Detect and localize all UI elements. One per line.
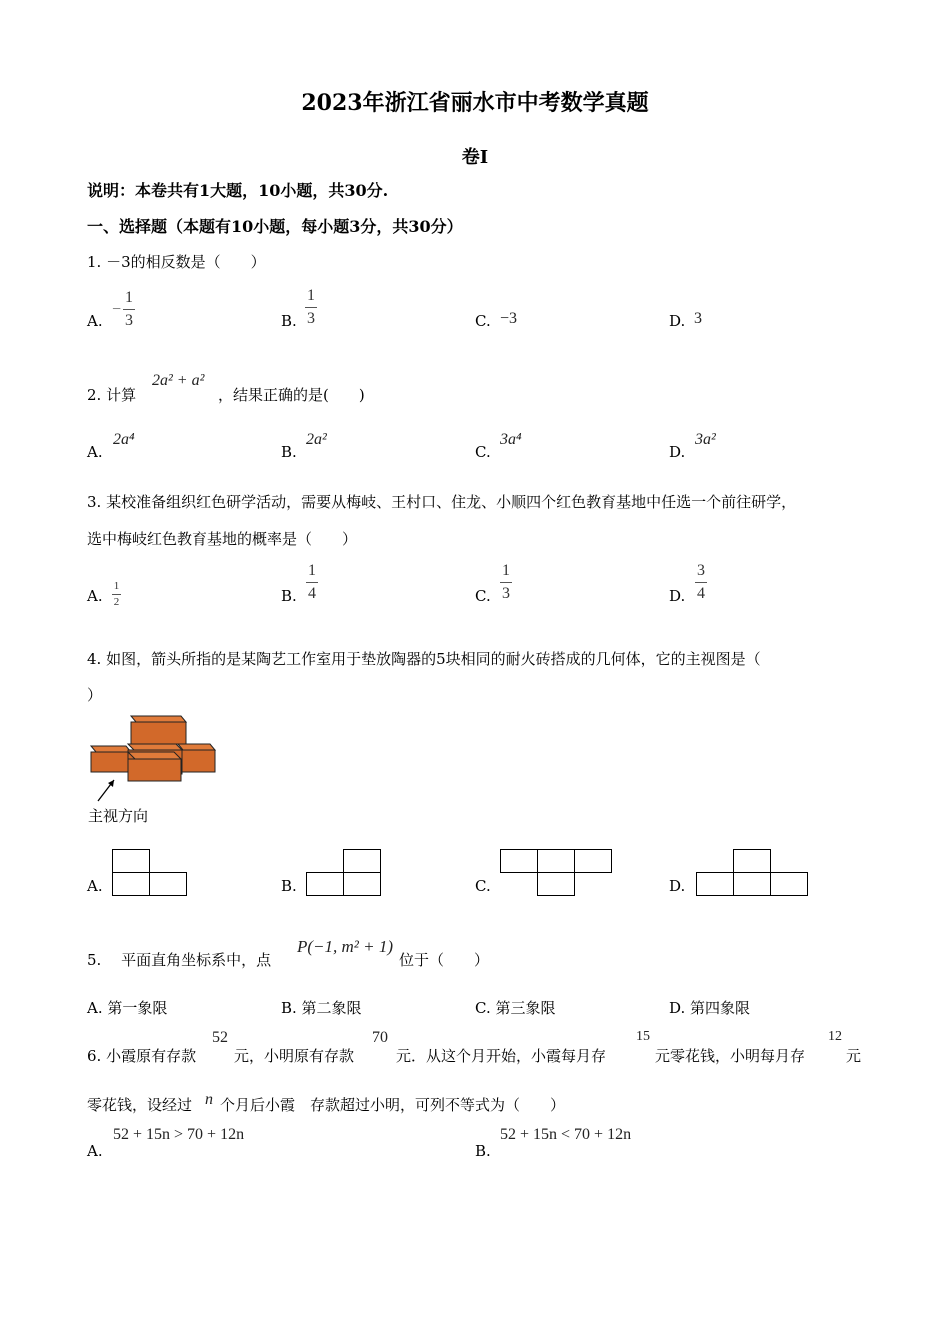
page-title: 2023年浙江省丽水市中考数学真题 — [301, 90, 649, 116]
q6-line-2-prefix: 零花钱，设经过 — [87, 1096, 193, 1114]
q1-option-c-value: −3 — [500, 310, 518, 327]
right-brick — [178, 750, 215, 772]
q3-option-a — [112, 575, 121, 608]
section-heading: 一、选择题（本题有10小题，每小题3分，共30分） — [87, 217, 463, 236]
q4-option-a-figure — [112, 849, 192, 899]
q1-option-c-label: C. — [475, 312, 491, 330]
q4-option-c-figure — [500, 849, 615, 899]
q1-option-a — [112, 290, 135, 329]
q3-b-fraction — [306, 563, 318, 602]
q4-option-a-label: A. — [87, 877, 103, 895]
q6-line-2-suffix: 个月后小霞 存款超过小明，可列不等式为（ ） — [220, 1096, 566, 1114]
q1-option-a-label: A. — [87, 312, 103, 330]
numerator: 1 — [125, 289, 134, 306]
denominator: 4 — [308, 585, 316, 602]
q4-option-b-label: B. — [281, 877, 297, 895]
q1-option-d-value: 3 — [694, 310, 702, 327]
figure-caption: 主视方向 — [88, 807, 149, 825]
denominator: 3 — [502, 585, 510, 602]
q1-option-b — [305, 286, 317, 327]
left-brick-top-face — [91, 746, 131, 752]
q4-option-d-figure — [696, 849, 811, 899]
q2-option-c-value: 3a⁴ — [500, 431, 522, 448]
q1-option-b-label: B. — [281, 312, 297, 330]
q2-option-a-value: 2a⁴ — [113, 431, 135, 448]
q3-option-b — [306, 561, 318, 602]
q5-point: P(−1, m² + 1) — [297, 937, 394, 956]
denominator: 2 — [113, 596, 120, 608]
q6-text-5: 元 — [846, 1047, 862, 1065]
q4-option-c-label: C. — [475, 877, 491, 895]
q3-d-fraction — [695, 563, 707, 602]
q5-stem-prefix: 5. 平面直角坐标系中，点 — [87, 951, 272, 969]
q1-a-fraction — [123, 290, 135, 329]
q2-option-c-label: C. — [475, 443, 491, 461]
q2-expression: 2a² + a² — [152, 372, 205, 389]
numerator: 1 — [502, 562, 510, 579]
top-brick-top-face — [131, 716, 186, 722]
q6-amount-70: 70 — [372, 1029, 388, 1046]
denominator: 4 — [697, 585, 705, 602]
q5-option-a: A. 第一象限 — [87, 999, 168, 1017]
volume-label: 卷Ⅰ — [461, 147, 489, 168]
q2-option-d-value: 3a² — [695, 431, 716, 448]
q6-option-b-value: 52 + 15n < 70 + 12n — [500, 1126, 632, 1143]
q6-option-a-label: A. — [87, 1142, 103, 1160]
q4-line-2: ） — [87, 686, 103, 704]
q6-text-2: 元，小明原有存款 — [234, 1047, 355, 1065]
q1-a-sign: − — [112, 300, 122, 318]
numerator: 1 — [113, 580, 120, 592]
q5-option-d: D. 第四象限 — [669, 999, 751, 1017]
q6-option-b-label: B. — [475, 1142, 491, 1160]
q4-option-b-figure — [306, 849, 386, 899]
q3-c-fraction — [500, 563, 512, 602]
q5-option-c: C. 第三象限 — [475, 999, 556, 1017]
numerator: 3 — [697, 562, 705, 579]
q1-option-d-label: D. — [669, 312, 686, 330]
q6-text-1: 6. 小霞原有存款 — [87, 1047, 197, 1065]
q3-option-c — [500, 561, 512, 602]
q5-stem-suffix: 位于（ ） — [399, 951, 490, 969]
q3-option-b-label: B. — [281, 587, 297, 605]
q4-option-d-label: D. — [669, 877, 686, 895]
q1-stem: 1. －3的相反数是（ ） — [87, 253, 266, 271]
numerator: 1 — [307, 287, 315, 304]
q3-option-d-label: D. — [669, 587, 686, 605]
q2-option-a-label: A. — [87, 443, 103, 461]
q2-option-d-label: D. — [669, 443, 686, 461]
top-brick — [131, 722, 186, 744]
right-brick-top-face — [178, 744, 215, 750]
q4-line-1: 4. 如图，箭头所指的是某陶艺工作室用于垫放陶器的5块相同的耐火砖搭成的几何体，它的主视图是（ — [87, 650, 761, 668]
front-brick — [128, 759, 181, 781]
brick-stack-figure — [86, 712, 221, 804]
q3-line-2: 选中梅岐红色教育基地的概率是（ ） — [87, 530, 358, 548]
middle-brick-top-face — [128, 744, 182, 750]
q6-amount-12: 12 — [828, 1029, 842, 1044]
q6-amount-15: 15 — [636, 1029, 650, 1044]
q6-text-4: 元零花钱，小明每月存 — [655, 1047, 806, 1065]
q3-option-a-label: A. — [87, 587, 103, 605]
denominator: 3 — [125, 312, 134, 329]
q6-amount-52: 52 — [212, 1029, 228, 1046]
front-brick-top-face — [128, 752, 181, 759]
q6-text-3: 元．从这个月开始，小霞每月存 — [396, 1047, 607, 1065]
q5-option-b: B. 第二象限 — [281, 999, 362, 1017]
q3-line-1: 3. 某校准备组织红色研学活动，需要从梅岐、王村口、住龙、小顺四个红色教育基地中任选一个前往研学， — [87, 493, 797, 511]
q1-b-fraction — [305, 288, 317, 327]
q2-stem-prefix: 2. 计算 — [87, 386, 137, 404]
q3-option-c-label: C. — [475, 587, 491, 605]
q6-option-a-value: 52 + 15n > 70 + 12n — [113, 1126, 245, 1143]
q3-a-fraction — [112, 581, 121, 608]
q2-option-b-value: 2a² — [306, 431, 327, 448]
q2-stem-suffix: ，结果正确的是( ) — [218, 386, 365, 404]
instructions-note: 说明：本卷共有1大题，10小题，共30分. — [87, 181, 389, 200]
q3-option-d — [695, 561, 707, 602]
q6-variable-n: n — [205, 1091, 213, 1108]
q2-option-b-label: B. — [281, 443, 297, 461]
numerator: 1 — [308, 562, 316, 579]
denominator: 3 — [307, 310, 315, 327]
